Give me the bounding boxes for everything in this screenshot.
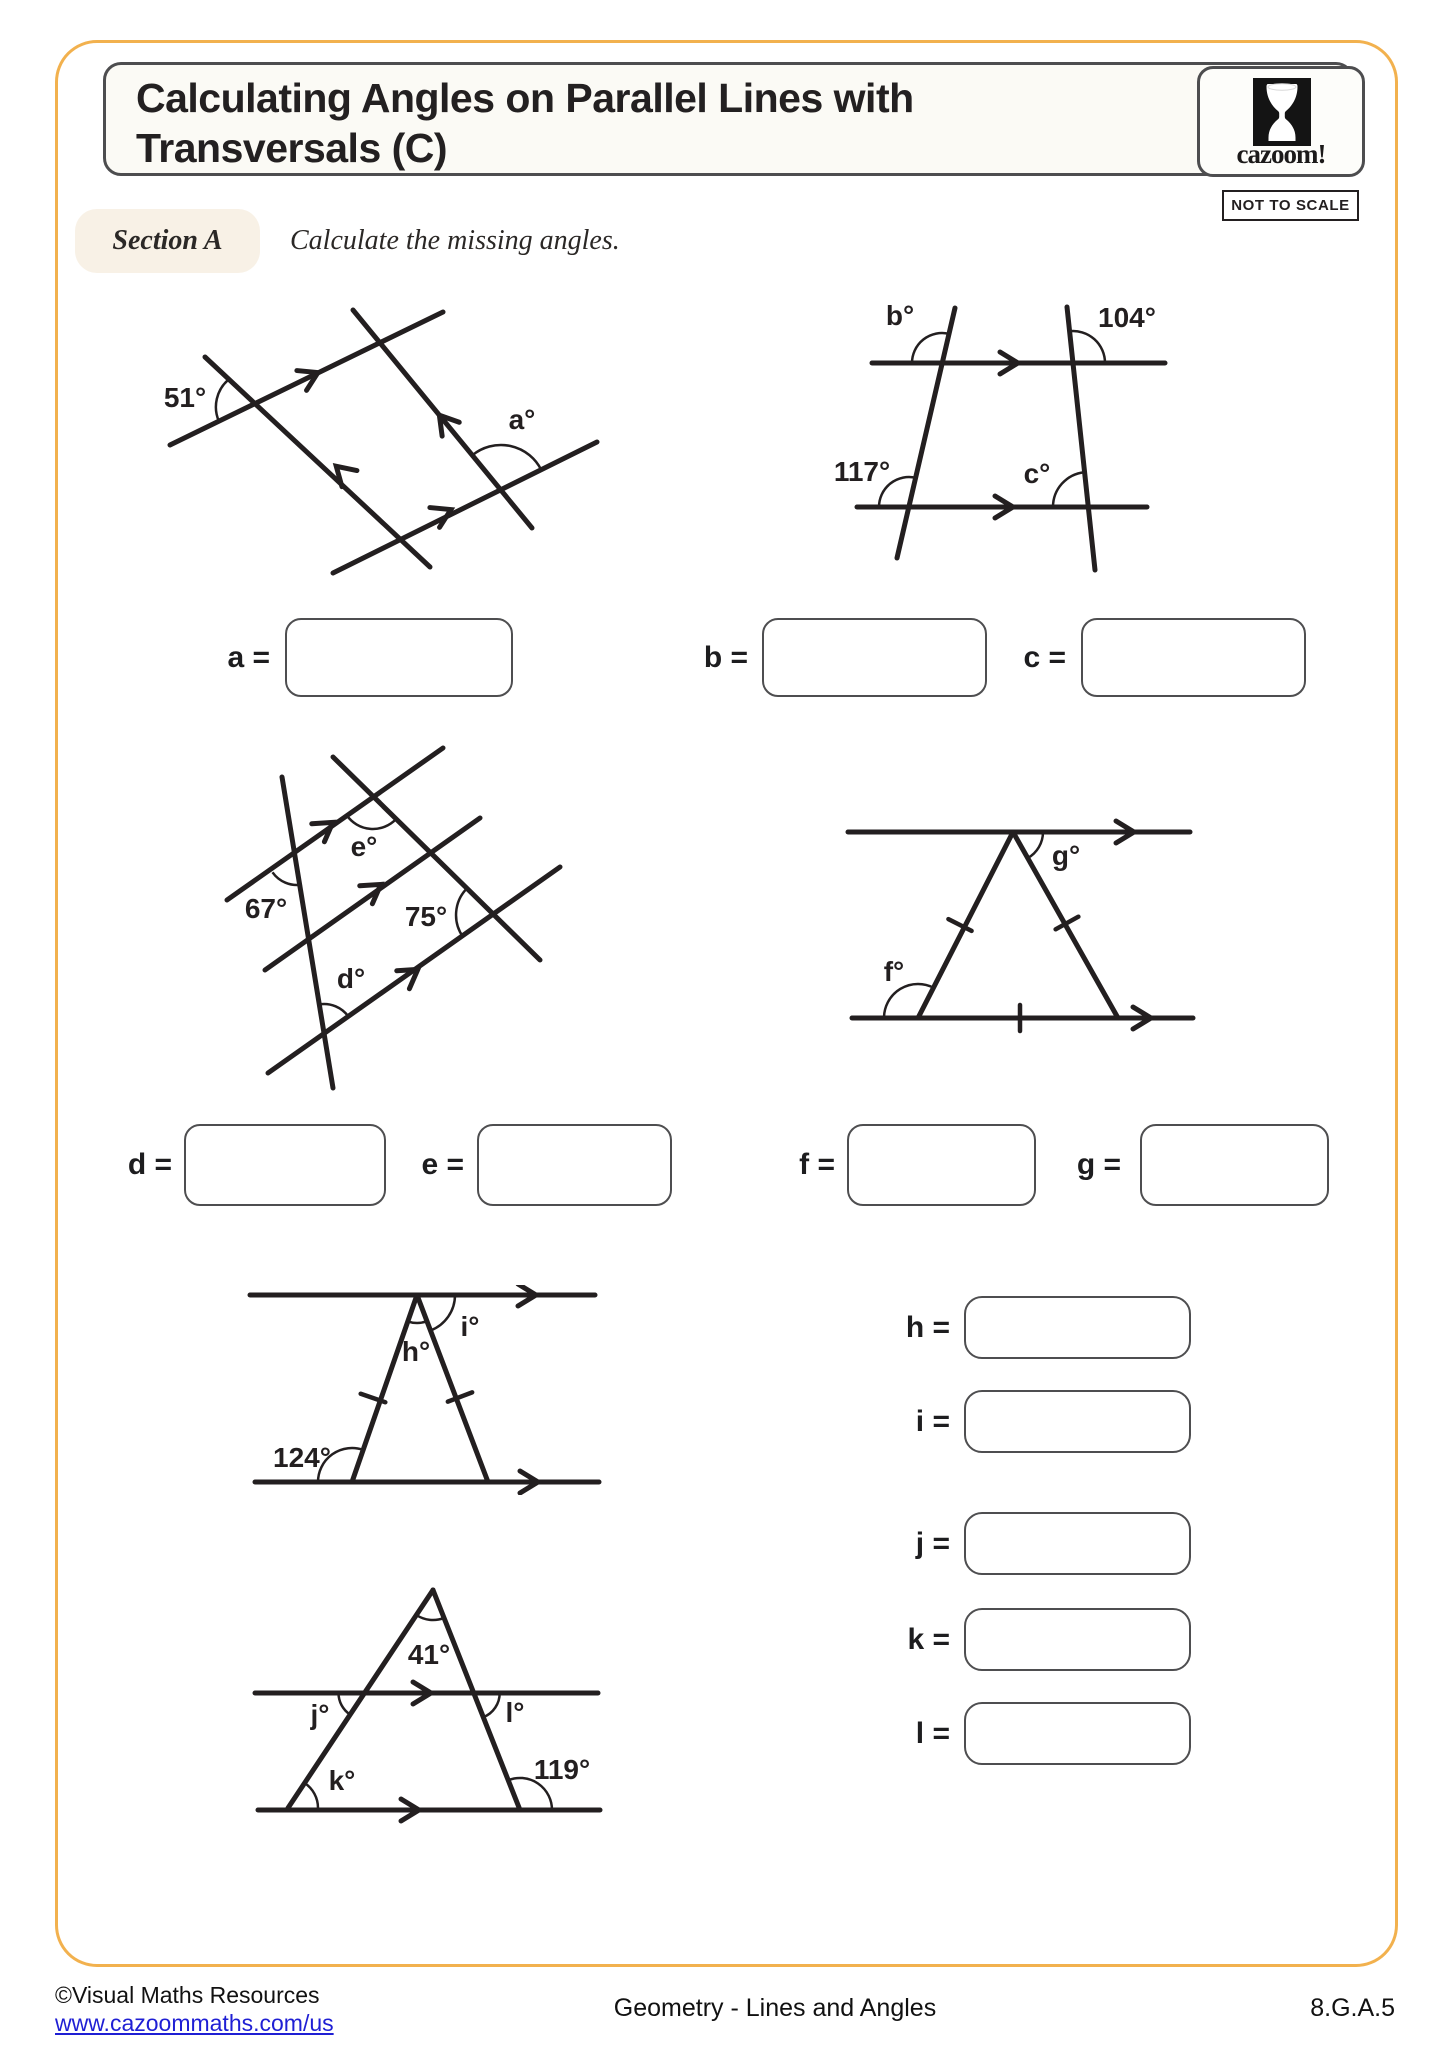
q2-lines (857, 307, 1165, 570)
angle-arc (456, 888, 467, 937)
answer-label-f: f = (799, 1148, 835, 1181)
angle-label-51: 51° (163, 382, 207, 413)
angle-arc (305, 1783, 318, 1808)
answer-box-c[interactable] (1081, 618, 1306, 697)
angle-arc (483, 1693, 499, 1717)
answer-label-j: j = (915, 1527, 950, 1560)
parallel-line (227, 748, 443, 900)
angle-label-a: a° (508, 404, 536, 435)
answer-box-e[interactable] (477, 1124, 672, 1206)
angle-arc (416, 1615, 444, 1620)
arrow-mark (329, 458, 357, 486)
angle-label-f: f° (883, 956, 905, 987)
answer-box-h[interactable] (964, 1296, 1191, 1359)
section-instruction: Calculate the missing angles. (290, 225, 620, 256)
answer-box-i[interactable] (964, 1390, 1191, 1453)
diagram-q3 (210, 740, 570, 1100)
angle-label-104: 104° (1098, 302, 1156, 333)
transversal-line (353, 310, 532, 528)
tick-mark (448, 1392, 472, 1401)
angle-label-g: g° (1051, 840, 1081, 871)
angle-label-j: j° (310, 1699, 330, 1730)
answer-box-l[interactable] (964, 1702, 1191, 1765)
footer-topic: Geometry - Lines and Angles (613, 1994, 937, 2022)
angle-label-41: 41° (407, 1639, 451, 1670)
answer-box-f[interactable] (847, 1124, 1036, 1206)
angle-label-117: 117° (833, 456, 891, 487)
answer-label-g: g = (1076, 1148, 1121, 1181)
angle-label-l: l° (505, 1697, 525, 1728)
angle-label-75: 75° (404, 901, 448, 932)
q1-lines (170, 310, 597, 573)
logo-wordmark: cazoom! (1236, 139, 1326, 169)
triangle-side (352, 1295, 417, 1482)
diagram-q2 (820, 285, 1260, 605)
angle-label-k: k° (328, 1765, 356, 1796)
angle-arc (339, 1693, 351, 1715)
answer-label-d: d = (127, 1148, 172, 1181)
angle-label-119: 119° (533, 1754, 591, 1785)
parallel-line (333, 442, 597, 573)
diagram-q5 (245, 1285, 605, 1495)
answer-box-d[interactable] (184, 1124, 386, 1206)
footer-standard: 8.G.A.5 (1310, 1994, 1395, 2022)
angle-label-d: d° (336, 963, 366, 994)
angle-arc (1053, 472, 1084, 507)
triangle-side (918, 832, 1013, 1018)
section-label: Section A (75, 209, 260, 273)
footer-link-wrap (55, 2010, 334, 2037)
answer-box-b[interactable] (762, 618, 987, 697)
angle-arc (347, 815, 396, 829)
transversal-line (205, 357, 430, 567)
angle-label-e: e° (350, 831, 378, 862)
q4-ticks (948, 917, 1078, 1031)
page-title: Calculating Angles on Parallel Lines with Transversals (C) (136, 75, 914, 171)
angle-label-b: b° (885, 300, 915, 331)
parallel-line (170, 312, 443, 445)
drum-icon (1253, 78, 1311, 146)
title-box (103, 62, 1354, 176)
answer-label-a: a = (227, 641, 270, 674)
angle-label-67: 67° (244, 893, 288, 924)
q1-arcs (216, 379, 541, 470)
angle-arc (1028, 832, 1043, 858)
diagram-q1 (130, 290, 640, 590)
angle-arc (431, 1295, 456, 1331)
q4-lines (848, 821, 1193, 1029)
answer-label-i: i = (915, 1405, 950, 1438)
angle-label-i: i° (460, 1311, 480, 1342)
angle-label-124: 124° (273, 1442, 331, 1473)
cazoom-logo (1197, 66, 1365, 177)
transversal-line (897, 308, 955, 558)
answer-box-a[interactable] (285, 618, 513, 697)
angle-label-c: c° (1023, 458, 1051, 489)
angle-arc (408, 1321, 427, 1323)
not-to-scale-badge: NOT TO SCALE (1222, 190, 1359, 221)
answer-box-j[interactable] (964, 1512, 1191, 1575)
answer-label-k: k = (907, 1623, 950, 1656)
answer-box-k[interactable] (964, 1608, 1191, 1671)
angle-label-h: h° (401, 1336, 431, 1367)
answer-box-g[interactable] (1140, 1124, 1329, 1206)
diagram-q6 (250, 1585, 610, 1825)
answer-label-c: c = (1023, 641, 1066, 674)
transversal-line (1067, 307, 1095, 570)
answer-label-h: h = (905, 1311, 950, 1344)
answer-label-l: l = (915, 1717, 950, 1750)
q6-lines (255, 1590, 600, 1821)
answer-label-e: e = (421, 1148, 464, 1181)
footer-link[interactable]: www.cazoommaths.com/us (55, 2010, 334, 2036)
answer-label-b: b = (703, 641, 748, 674)
diagram-q4 (845, 815, 1205, 1045)
footer-copyright: ©Visual Maths Resources (55, 1982, 320, 2008)
drum-icon-top (1268, 84, 1296, 90)
